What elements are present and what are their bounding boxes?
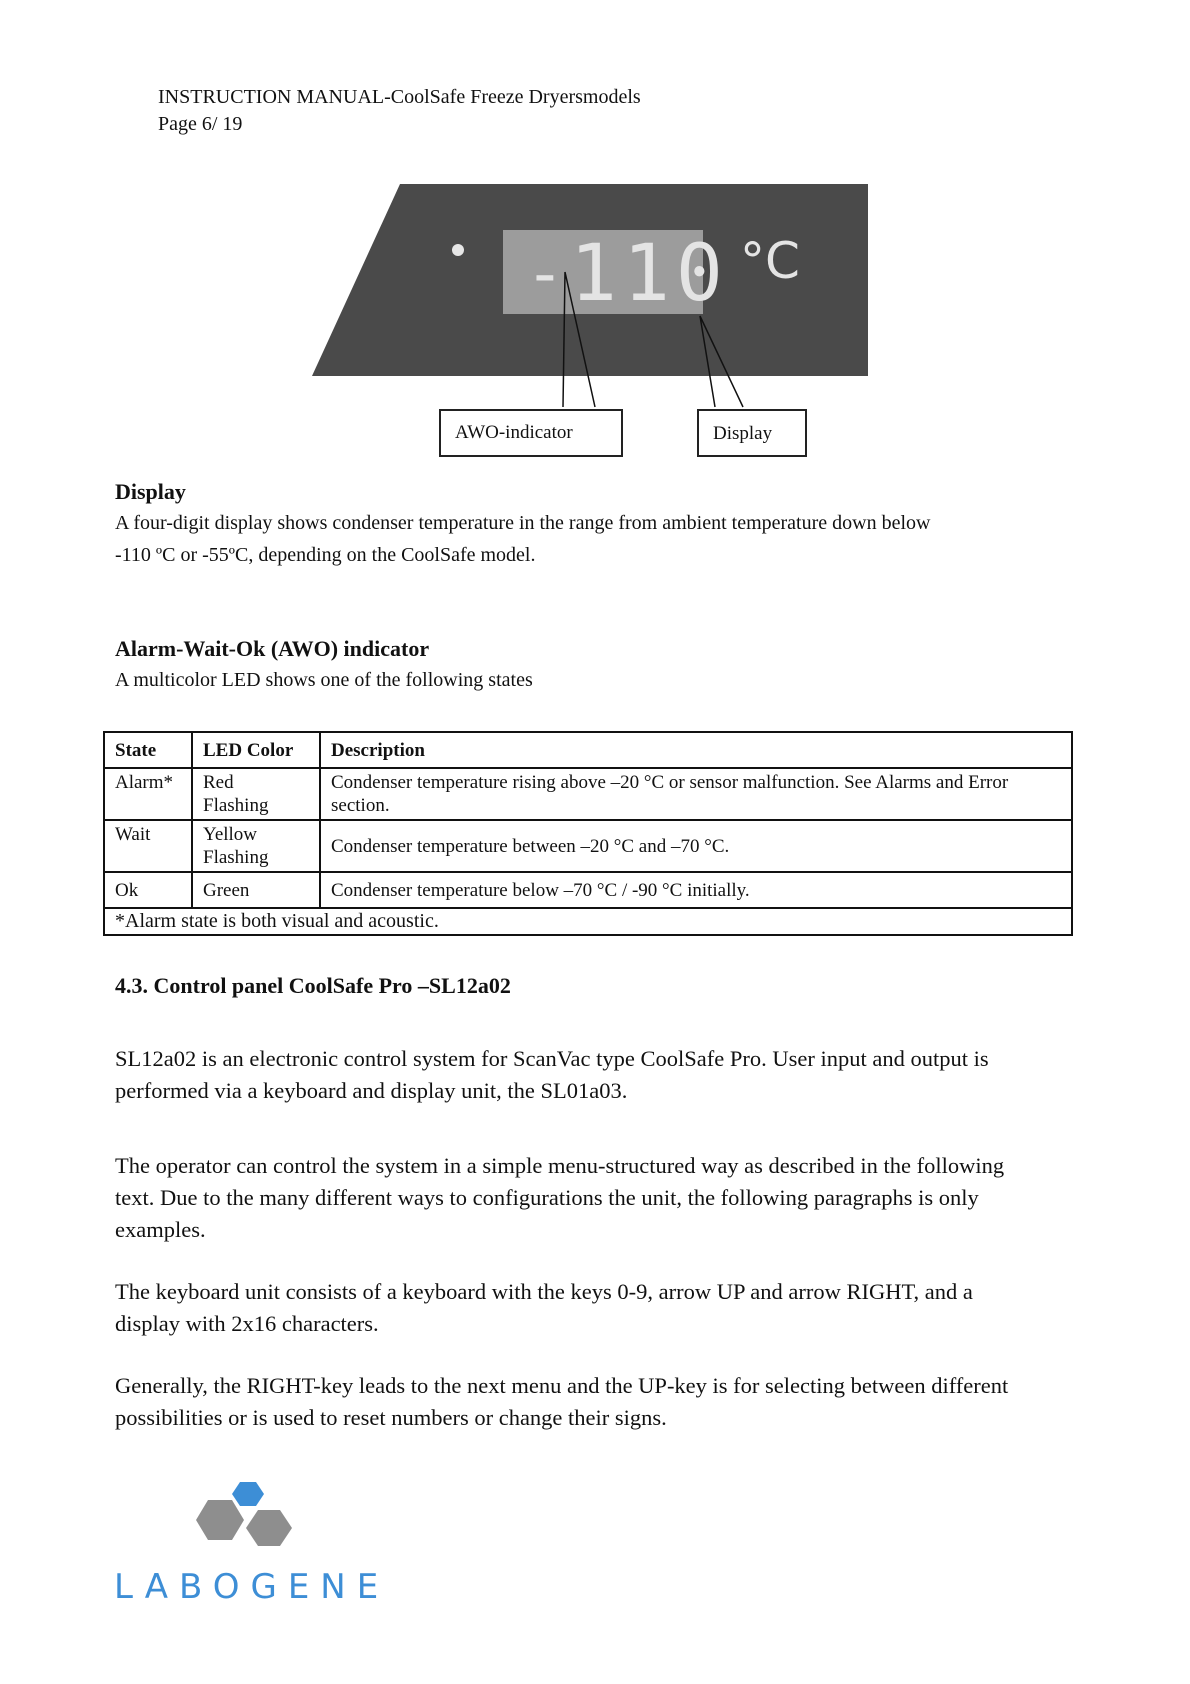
state-cell: Ok <box>104 872 192 908</box>
table-footnote: *Alarm state is both visual and acoustic. <box>104 908 1072 935</box>
table-header-description: Description <box>320 732 1072 768</box>
paragraph-2-line-3: examples. <box>115 1217 206 1242</box>
display-minus: - <box>525 235 565 312</box>
display-text-line-1: A four-digit display shows condenser temperature in the range from ambient temperature down below <box>115 512 931 534</box>
labogene-logo <box>110 1476 420 1606</box>
logo-hexagon-blue <box>232 1482 264 1506</box>
table-header-row <box>104 732 1072 768</box>
paragraph-1-line-2: performed via a keyboard and display unit, the SL01a03. <box>115 1078 628 1103</box>
table-row <box>104 872 1072 908</box>
display-unit: °C <box>740 232 800 290</box>
table-row <box>104 768 1072 820</box>
table-header-state: State <box>104 732 192 768</box>
state-cell: Wait <box>104 820 192 872</box>
display-heading: Display <box>115 479 186 504</box>
description-cell: Condenser temperature between –20 °C and –70 °C. <box>320 820 1072 872</box>
header-title: INSTRUCTION MANUAL-CoolSafe Freeze Dryersmodels <box>158 86 641 108</box>
paragraph-3-line-1: The keyboard unit consists of a keyboard with the keys 0-9, arrow UP and arrow RIGHT, and a <box>115 1279 973 1304</box>
paragraph-1-line-1: SL12a02 is an electronic control system for ScanVac type CoolSafe Pro. User input and output is <box>115 1046 989 1071</box>
led-color-cell: Green <box>192 872 320 908</box>
state-cell: Alarm* <box>104 768 192 820</box>
awo-states-table <box>103 731 1073 936</box>
paragraph-4-line-2: possibilities or is used to reset numbers or change their signs. <box>115 1405 667 1430</box>
paragraph-4-line-1: Generally, the RIGHT-key leads to the next menu and the UP-key is for selecting between different <box>115 1373 1009 1398</box>
control-panel-heading: 4.3. Control panel CoolSafe Pro –SL12a02 <box>115 973 511 998</box>
display-digits: 110 <box>570 229 729 319</box>
table-row <box>104 820 1072 872</box>
callout-awo-indicator: AWO-indicator <box>439 409 623 457</box>
description-cell: Condenser temperature below –70 °C / -90 °C initially. <box>320 872 1072 908</box>
led-color-cell: Red Flashing <box>192 768 320 820</box>
awo-led-indicator <box>452 244 464 256</box>
paragraph-3-line-2: display with 2x16 characters. <box>115 1311 379 1336</box>
display-text-line-2: -110 ºC or -55ºC, depending on the CoolSafe model. <box>115 544 536 566</box>
paragraph-2-line-1: The operator can control the system in a simple menu-structured way as described in the following <box>115 1153 1005 1178</box>
paragraph-2-line-2: text. Due to the many different ways to configurations the unit, the following paragraphs is only <box>115 1185 979 1210</box>
table-header-led-color: LED Color <box>192 732 320 768</box>
description-cell: Condenser temperature rising above –20 °C or sensor malfunction. See Alarms and Error section. <box>320 768 1072 820</box>
awo-intro: A multicolor LED shows one of the following states <box>115 669 533 691</box>
logo-hexagon-grey-left <box>196 1500 244 1540</box>
header-page-number: Page 6/ 19 <box>158 113 243 135</box>
awo-heading: Alarm-Wait-Ok (AWO) indicator <box>115 636 430 661</box>
callout-display: Display <box>697 409 807 457</box>
logo-hexagon-grey-right <box>246 1510 292 1546</box>
logo-text: LABOGENE <box>114 1567 390 1606</box>
led-color-cell: Yellow Flashing <box>192 820 320 872</box>
table-footnote-row <box>104 908 1072 935</box>
